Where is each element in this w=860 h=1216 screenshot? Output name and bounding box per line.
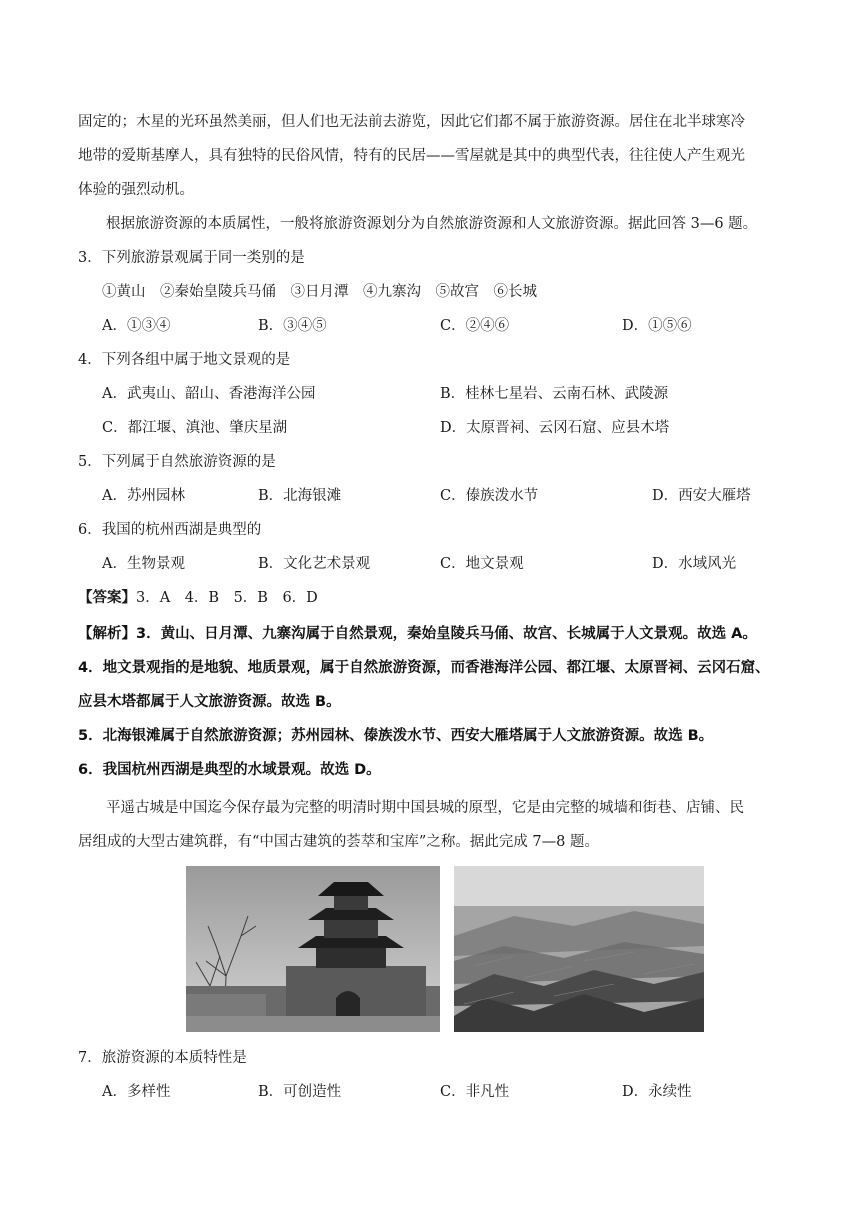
- question-4-option-c: C．都江堰、滇池、肇庆星湖: [102, 420, 288, 436]
- question-6-option-c: C．地文景观: [440, 556, 524, 572]
- intro-line-2: 地带的爱斯基摩人，具有独特的民俗风情，特有的民居——雪屋就是其中的典型代表，往往使人产生观光: [78, 148, 745, 164]
- answer-line: [78, 586, 318, 607]
- question-6-option-d: D．水域风光: [652, 556, 737, 572]
- question-7-option-c: C．非凡性: [440, 1084, 510, 1100]
- question-4-option-a: A．武夷山、韶山、香港海洋公园: [102, 386, 316, 402]
- analysis-line-4: 5．北海银滩属于自然旅游资源；苏州园林、傣族泼水节、西安大雁塔属于人文旅游资源。故选 B。: [78, 728, 714, 744]
- question-4-option-b: B．桂林七星岩、云南石林、武陵源: [440, 386, 669, 402]
- question-5-option-a: A．苏州园林: [102, 488, 185, 504]
- question-7-option-d: D．永续性: [622, 1084, 692, 1100]
- question-3-option-d: D．①⑤⑥: [622, 318, 692, 334]
- question-6-option-b: B．文化艺术景观: [258, 556, 371, 572]
- question-6-option-a: A．生物景观: [102, 556, 185, 572]
- answer-label: 【答案】: [78, 589, 136, 606]
- intro-line-1: 固定的；木星的光环虽然美丽，但人们也无法前去游览，因此它们都不属于旅游资源。居住在北半球寒冷: [78, 114, 745, 130]
- city-gate-tower-photo: [186, 866, 440, 1032]
- analysis-line-1: 【解析】3．黄山、日月潭、九寨沟属于自然景观，秦始皇陵兵马俑、故宫、长城属于人文景观。故选 A。: [78, 626, 757, 642]
- analysis-line-2: 4．地文景观指的是地貌、地质景观，属于自然旅游资源，而香港海洋公园、都江堰、太原晋祠、云冈石窟、: [78, 660, 770, 676]
- question-7-stem: 7．旅游资源的本质特性是: [78, 1050, 247, 1066]
- question-5-stem: 5．下列属于自然旅游资源的是: [78, 454, 276, 470]
- question-3-option-b: B．③④⑤: [258, 318, 327, 334]
- question-7-option-a: A．多样性: [102, 1084, 171, 1100]
- intro-line-3: 体验的强烈动机。: [78, 182, 194, 198]
- group-intro-7-8-line-2: 居组成的大型古建筑群，有“中国古建筑的荟萃和宝库”之称。据此完成 7—8 题。: [78, 834, 599, 850]
- ancient-rooftops-photo: [454, 866, 704, 1032]
- answer-text: 3．A 4．B 5．B 6．D: [136, 590, 318, 606]
- question-3-option-a: A．①③④: [102, 318, 171, 334]
- analysis-line-5: 6．我国杭州西湖是典型的水域景观。故选 D。: [78, 762, 381, 778]
- question-5-option-b: B．北海银滩: [258, 488, 342, 504]
- group-intro-3-6: 根据旅游资源的本质属性，一般将旅游资源划分为自然旅游资源和人文旅游资源。据此回答 3—6 题。: [106, 216, 758, 232]
- question-4-stem: 4．下列各组中属于地文景观的是: [78, 352, 291, 368]
- question-3-stem: 3．下列旅游景观属于同一类别的是: [78, 250, 305, 266]
- question-6-stem: 6．我国的杭州西湖是典型的: [78, 522, 262, 538]
- group-intro-7-8-line-1: 平遥古城是中国迄今保存最为完整的明清时期中国县城的原型，它是由完整的城墙和街巷、店铺、民: [106, 800, 744, 816]
- question-5-option-d: D．西安大雁塔: [652, 488, 751, 504]
- analysis-line-3: 应县木塔都属于人文旅游资源。故选 B。: [78, 694, 341, 710]
- question-3-items: ①黄山 ②秦始皇陵兵马俑 ③日月潭 ④九寨沟 ⑤故宫 ⑥长城: [102, 284, 537, 300]
- question-7-option-b: B．可创造性: [258, 1084, 342, 1100]
- question-3-option-c: C．②④⑥: [440, 318, 510, 334]
- question-4-option-d: D．太原晋祠、云冈石窟、应县木塔: [440, 420, 670, 436]
- question-5-option-c: C．傣族泼水节: [440, 488, 539, 504]
